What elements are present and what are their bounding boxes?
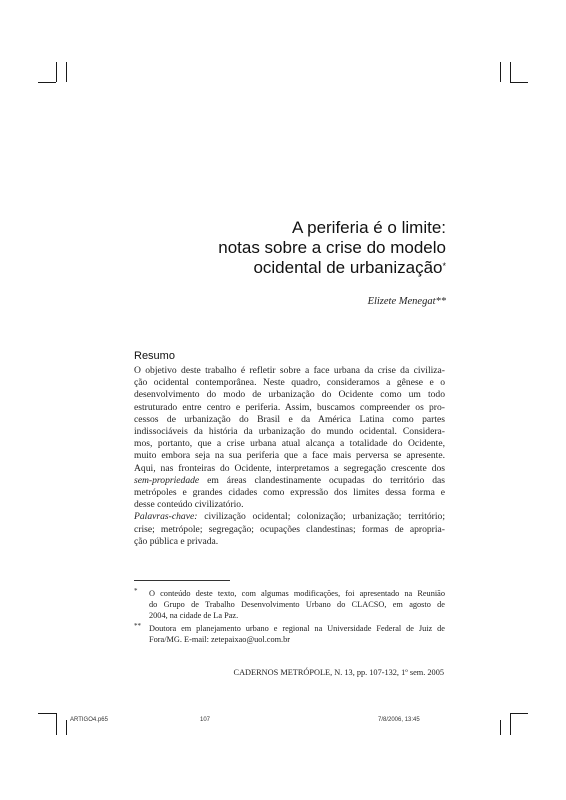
- footnote-text: [149, 623, 445, 645]
- journal-citation: CADERNOS METRÓPOLE, N. 13, pp. 107-132, 1º sem. 2005: [233, 668, 444, 677]
- keywords-line: crise; metrópole; segregação; ocupações clandestinas; formas de apropria-: [134, 523, 445, 535]
- abstract-line-text: em áreas clandestinamente ocupadas do território das: [199, 474, 445, 486]
- abstract-heading: Resumo: [134, 350, 175, 362]
- slug-file: ARTIGO4.p65: [70, 717, 108, 723]
- crop-mark: [38, 713, 56, 714]
- title-line-text: ocidental de urbanização: [253, 258, 443, 277]
- abstract-body: [134, 365, 445, 548]
- crop-mark: [66, 720, 67, 735]
- title-line: A periferia é o limite:: [291, 218, 446, 237]
- abstract-line: Aqui, nas fronteiras do Ocidente, interpretamos a segregação crescente dos: [134, 462, 445, 474]
- keywords-line: [134, 511, 445, 523]
- footnote-line: Fora/MG. E-mail: zetepaixao@uol.com.br: [149, 635, 291, 644]
- abstract-line: ção ocidental contemporânea. Neste quadro, consideramos a gênese e o: [134, 377, 445, 389]
- abstract-line: metrópoles e grandes cidades como expressão dos limites dessa forma e: [134, 487, 445, 499]
- crop-mark: [510, 713, 528, 714]
- crop-mark: [56, 62, 57, 82]
- footnote-line: 2004, na cidade de La Paz.: [149, 611, 239, 620]
- slug-datetime: 7/8/2006, 13:45: [378, 717, 420, 723]
- footnote-text: [149, 588, 445, 621]
- abstract-line: indissociáveis da história da urbanização do mundo ocidental. Considera-: [134, 426, 445, 438]
- footnote: [134, 588, 445, 621]
- crop-mark: [500, 720, 501, 735]
- article-title: [218, 218, 446, 278]
- abstract-line: desse conteúdo civilizatório.: [134, 499, 244, 511]
- footnote-mark: **: [134, 622, 141, 630]
- crop-mark: [66, 62, 67, 82]
- footnote-line: O conteúdo deste texto, com algumas modificações, foi apresentado na Reunião: [149, 589, 445, 598]
- crop-mark: [510, 713, 511, 735]
- keywords-label: Palavras-chave:: [134, 511, 198, 523]
- abstract-line: [134, 475, 445, 487]
- abstract-line: O objetivo deste trabalho é refletir sobre a face urbana da crise da civiliza-: [134, 365, 445, 376]
- keywords-text: civilização ocidental; colonização; urbanização; território;: [197, 511, 445, 523]
- keywords-line: ção pública e privada.: [134, 535, 219, 547]
- title-line: [218, 258, 446, 278]
- author-name: Elizete Menegat**: [367, 296, 446, 307]
- slug-page: 107: [200, 717, 211, 723]
- footnote-rule: [134, 580, 230, 581]
- abstract-line: cessos de urbanização do Brasil e da América Latina como partes: [134, 413, 445, 425]
- abstract-line: desenvolvimento do modo de urbanização do Ocidente como um todo: [134, 389, 445, 401]
- title-line: notas sobre a crise do modelo: [218, 238, 446, 257]
- footnote: [134, 623, 445, 645]
- crop-mark: [510, 82, 528, 83]
- abstract-line: muito embora seja na sua periferia que a face mais perversa se apresente.: [134, 450, 445, 462]
- crop-mark: [500, 62, 501, 82]
- title-footnote-mark: *: [442, 261, 446, 271]
- italic-term: sem-propriedade: [134, 474, 200, 486]
- footnote-line: do Grupo de Trabalho Desenvolvimento Urbano do CLACSO, em agosto de: [149, 600, 445, 609]
- crop-mark: [38, 82, 56, 83]
- abstract-line: estruturado entre centro e periferia. Assim, buscamos compreender os pro-: [134, 401, 445, 413]
- crop-mark: [56, 713, 57, 735]
- crop-mark: [510, 62, 511, 82]
- footnote-mark: *: [134, 587, 138, 595]
- abstract-line: mos, portanto, que a crise urbana atual alcança a totalidade do Ocidente,: [134, 438, 445, 450]
- footnote-line: Doutora em planejamento urbano e regional na Universidade Federal de Juiz de: [149, 624, 445, 633]
